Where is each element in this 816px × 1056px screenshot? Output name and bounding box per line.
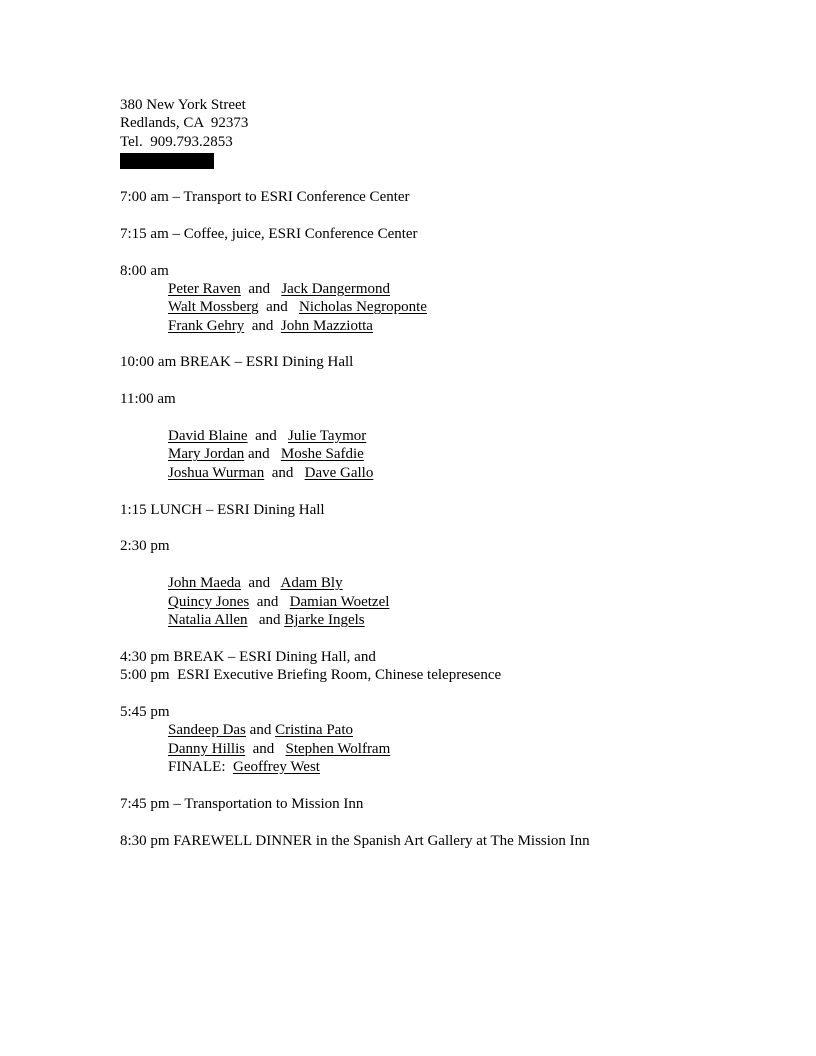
schedule-item-transport-evening: 7:45 pm – Transportation to Mission Inn xyxy=(120,795,364,812)
speaker-link[interactable]: John Mazziotta xyxy=(280,317,373,334)
speaker-link[interactable]: Nicholas Negroponte xyxy=(299,299,427,316)
speaker-link[interactable]: Cristina Pato xyxy=(275,722,353,739)
address-city: Redlands, CA 92373 xyxy=(120,115,249,132)
speaker-link[interactable]: Frank Gehry xyxy=(168,317,245,334)
pair-separator: and xyxy=(245,740,286,757)
pair-separator: and xyxy=(264,464,305,481)
speaker-pair xyxy=(120,280,780,298)
speaker-pair xyxy=(120,574,780,592)
schedule-item-lunch: 1:15 LUNCH – ESRI Dining Hall xyxy=(120,501,325,518)
itinerary-page xyxy=(120,96,780,850)
pair-separator: and xyxy=(247,611,285,628)
address-street: 380 New York Street xyxy=(120,97,246,113)
pair-separator: and xyxy=(245,722,276,739)
pair-separator: and xyxy=(247,428,288,445)
speaker-pair xyxy=(120,464,780,482)
speaker-link[interactable]: Natalia Allen xyxy=(168,611,248,628)
speaker-link[interactable]: John Maeda xyxy=(168,575,241,592)
speaker-pair xyxy=(120,721,780,739)
speaker-link[interactable]: Moshe Safdie xyxy=(280,446,364,463)
speaker-link[interactable]: Quincy Jones xyxy=(168,593,250,610)
speaker-pair xyxy=(120,317,780,335)
speaker-link[interactable]: Julie Taymor xyxy=(288,428,367,445)
session-time: 5:45 pm xyxy=(120,703,170,720)
pair-separator: and xyxy=(258,299,300,316)
redacted-line xyxy=(120,151,780,169)
finale-row xyxy=(120,758,780,776)
pair-separator: and xyxy=(240,280,282,297)
speaker-pair xyxy=(120,593,780,611)
schedule-item-break: 4:30 pm BREAK – ESRI Dining Hall, and xyxy=(120,648,376,665)
speaker-pair xyxy=(120,427,780,445)
redaction-bar xyxy=(120,153,214,169)
speaker-link[interactable]: Stephen Wolfram xyxy=(285,740,391,757)
speaker-link[interactable]: Peter Raven xyxy=(168,280,241,297)
finale-label: FINALE: xyxy=(168,759,233,776)
speaker-link[interactable]: Damian Woetzel xyxy=(289,593,390,610)
speaker-link[interactable]: Jack Dangermond xyxy=(281,280,391,297)
pair-separator: and xyxy=(244,317,281,334)
pair-separator: and xyxy=(244,446,281,463)
session-time: 11:00 am xyxy=(120,391,176,408)
speaker-link[interactable]: Danny Hillis xyxy=(168,740,246,757)
schedule-item-coffee: 7:15 am – Coffee, juice, ESRI Conference Center xyxy=(120,225,418,242)
pair-separator: and xyxy=(249,593,290,610)
speaker-pair xyxy=(120,740,780,758)
pair-separator: and xyxy=(240,575,281,592)
schedule-item-dinner: 8:30 pm FAREWELL DINNER in the Spanish Art Gallery at The Mission Inn xyxy=(120,832,590,849)
speaker-link[interactable]: Adam Bly xyxy=(280,575,343,592)
speaker-link[interactable]: Sandeep Das xyxy=(168,722,246,739)
speaker-link[interactable]: Walt Mossberg xyxy=(168,299,259,316)
speaker-link[interactable]: Dave Gallo xyxy=(304,464,374,481)
speaker-pair xyxy=(120,611,780,629)
speaker-pair xyxy=(120,445,780,463)
speaker-link[interactable]: Mary Jordan xyxy=(168,446,245,463)
session-time: 2:30 pm xyxy=(120,538,170,555)
speaker-link[interactable]: Bjarke Ingels xyxy=(284,611,365,628)
schedule-item-telepresence: 5:00 pm ESRI Executive Briefing Room, Chinese telepresence xyxy=(120,667,502,684)
schedule-item-break: 10:00 am BREAK – ESRI Dining Hall xyxy=(120,354,354,371)
session-time: 8:00 am xyxy=(120,262,169,279)
schedule-item-transport: 7:00 am – Transport to ESRI Conference Center xyxy=(120,188,410,205)
speaker-pair xyxy=(120,298,780,316)
address-tel: Tel. 909.793.2853 xyxy=(120,133,233,150)
speaker-link[interactable]: Joshua Wurman xyxy=(168,464,265,481)
speaker-link[interactable]: David Blaine xyxy=(168,428,248,445)
speaker-link[interactable]: Geoffrey West xyxy=(233,759,320,776)
